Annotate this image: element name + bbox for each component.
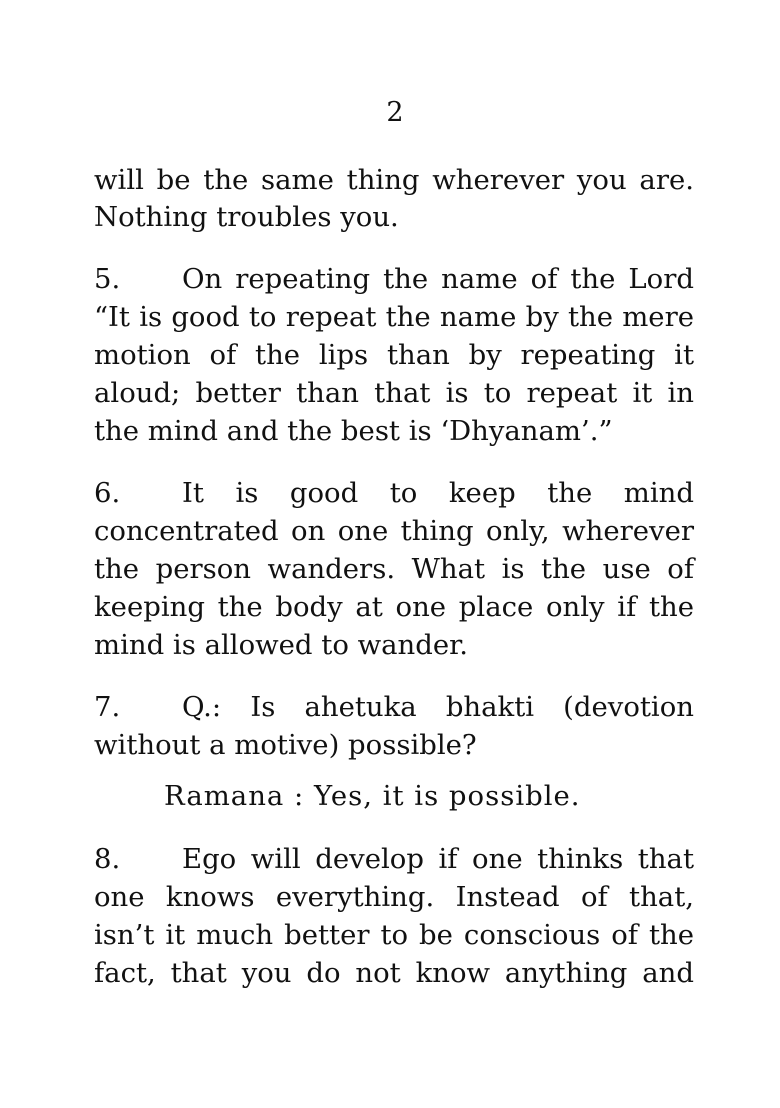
item-7-number: 7.	[94, 691, 121, 723]
item-6-line-2: the person wanders. What is the use of	[94, 553, 694, 585]
item-8-first-line	[94, 842, 694, 876]
item-5-heading: On repeating the name of the Lord	[182, 263, 694, 295]
intro-line-2: Nothing troubles you.	[94, 201, 399, 233]
item-5-line-4: the mind and the best is ‘Dhyanam’.”	[94, 415, 613, 447]
item-8-line-3: fact, that you do not know anything and	[94, 957, 694, 989]
item-6-heading: It is good to keep the mind	[182, 477, 694, 509]
item-5-line-3: aloud; better than that is to repeat it in	[94, 377, 694, 409]
item-6-first-line	[94, 476, 694, 510]
item-8-line-2: isn’t it much better to be conscious of the	[94, 919, 694, 951]
item-8-number: 8.	[94, 843, 121, 875]
item-6-line-4: mind is allowed to wander.	[94, 629, 469, 661]
item-7-line-1: without a motive) possible?	[94, 729, 477, 761]
item-8-line-1: one knows everything. Instead of that,	[94, 881, 694, 913]
page-number: 2	[386, 97, 404, 128]
item-5-line-1: “It is good to repeat the name by the mere	[94, 301, 694, 333]
item-7-answer: Ramana : Yes, it is possible.	[164, 780, 581, 812]
item-5-first-line	[94, 262, 694, 296]
item-5-number: 5.	[94, 263, 121, 295]
item-7-first-line	[94, 690, 694, 724]
item-5-line-2: motion of the lips than by repeating it	[94, 339, 694, 371]
item-8-heading: Ego will develop if one thinks that	[182, 843, 694, 875]
intro-line-1: will be the same thing wherever you are.	[94, 164, 694, 196]
item-6-number: 6.	[94, 477, 121, 509]
item-6-line-3: keeping the body at one place only if the	[94, 591, 694, 623]
item-6-line-1: concentrated on one thing only, wherever	[94, 515, 694, 547]
item-7-question: Q.: Is ahetuka bhakti (devotion	[182, 691, 694, 723]
